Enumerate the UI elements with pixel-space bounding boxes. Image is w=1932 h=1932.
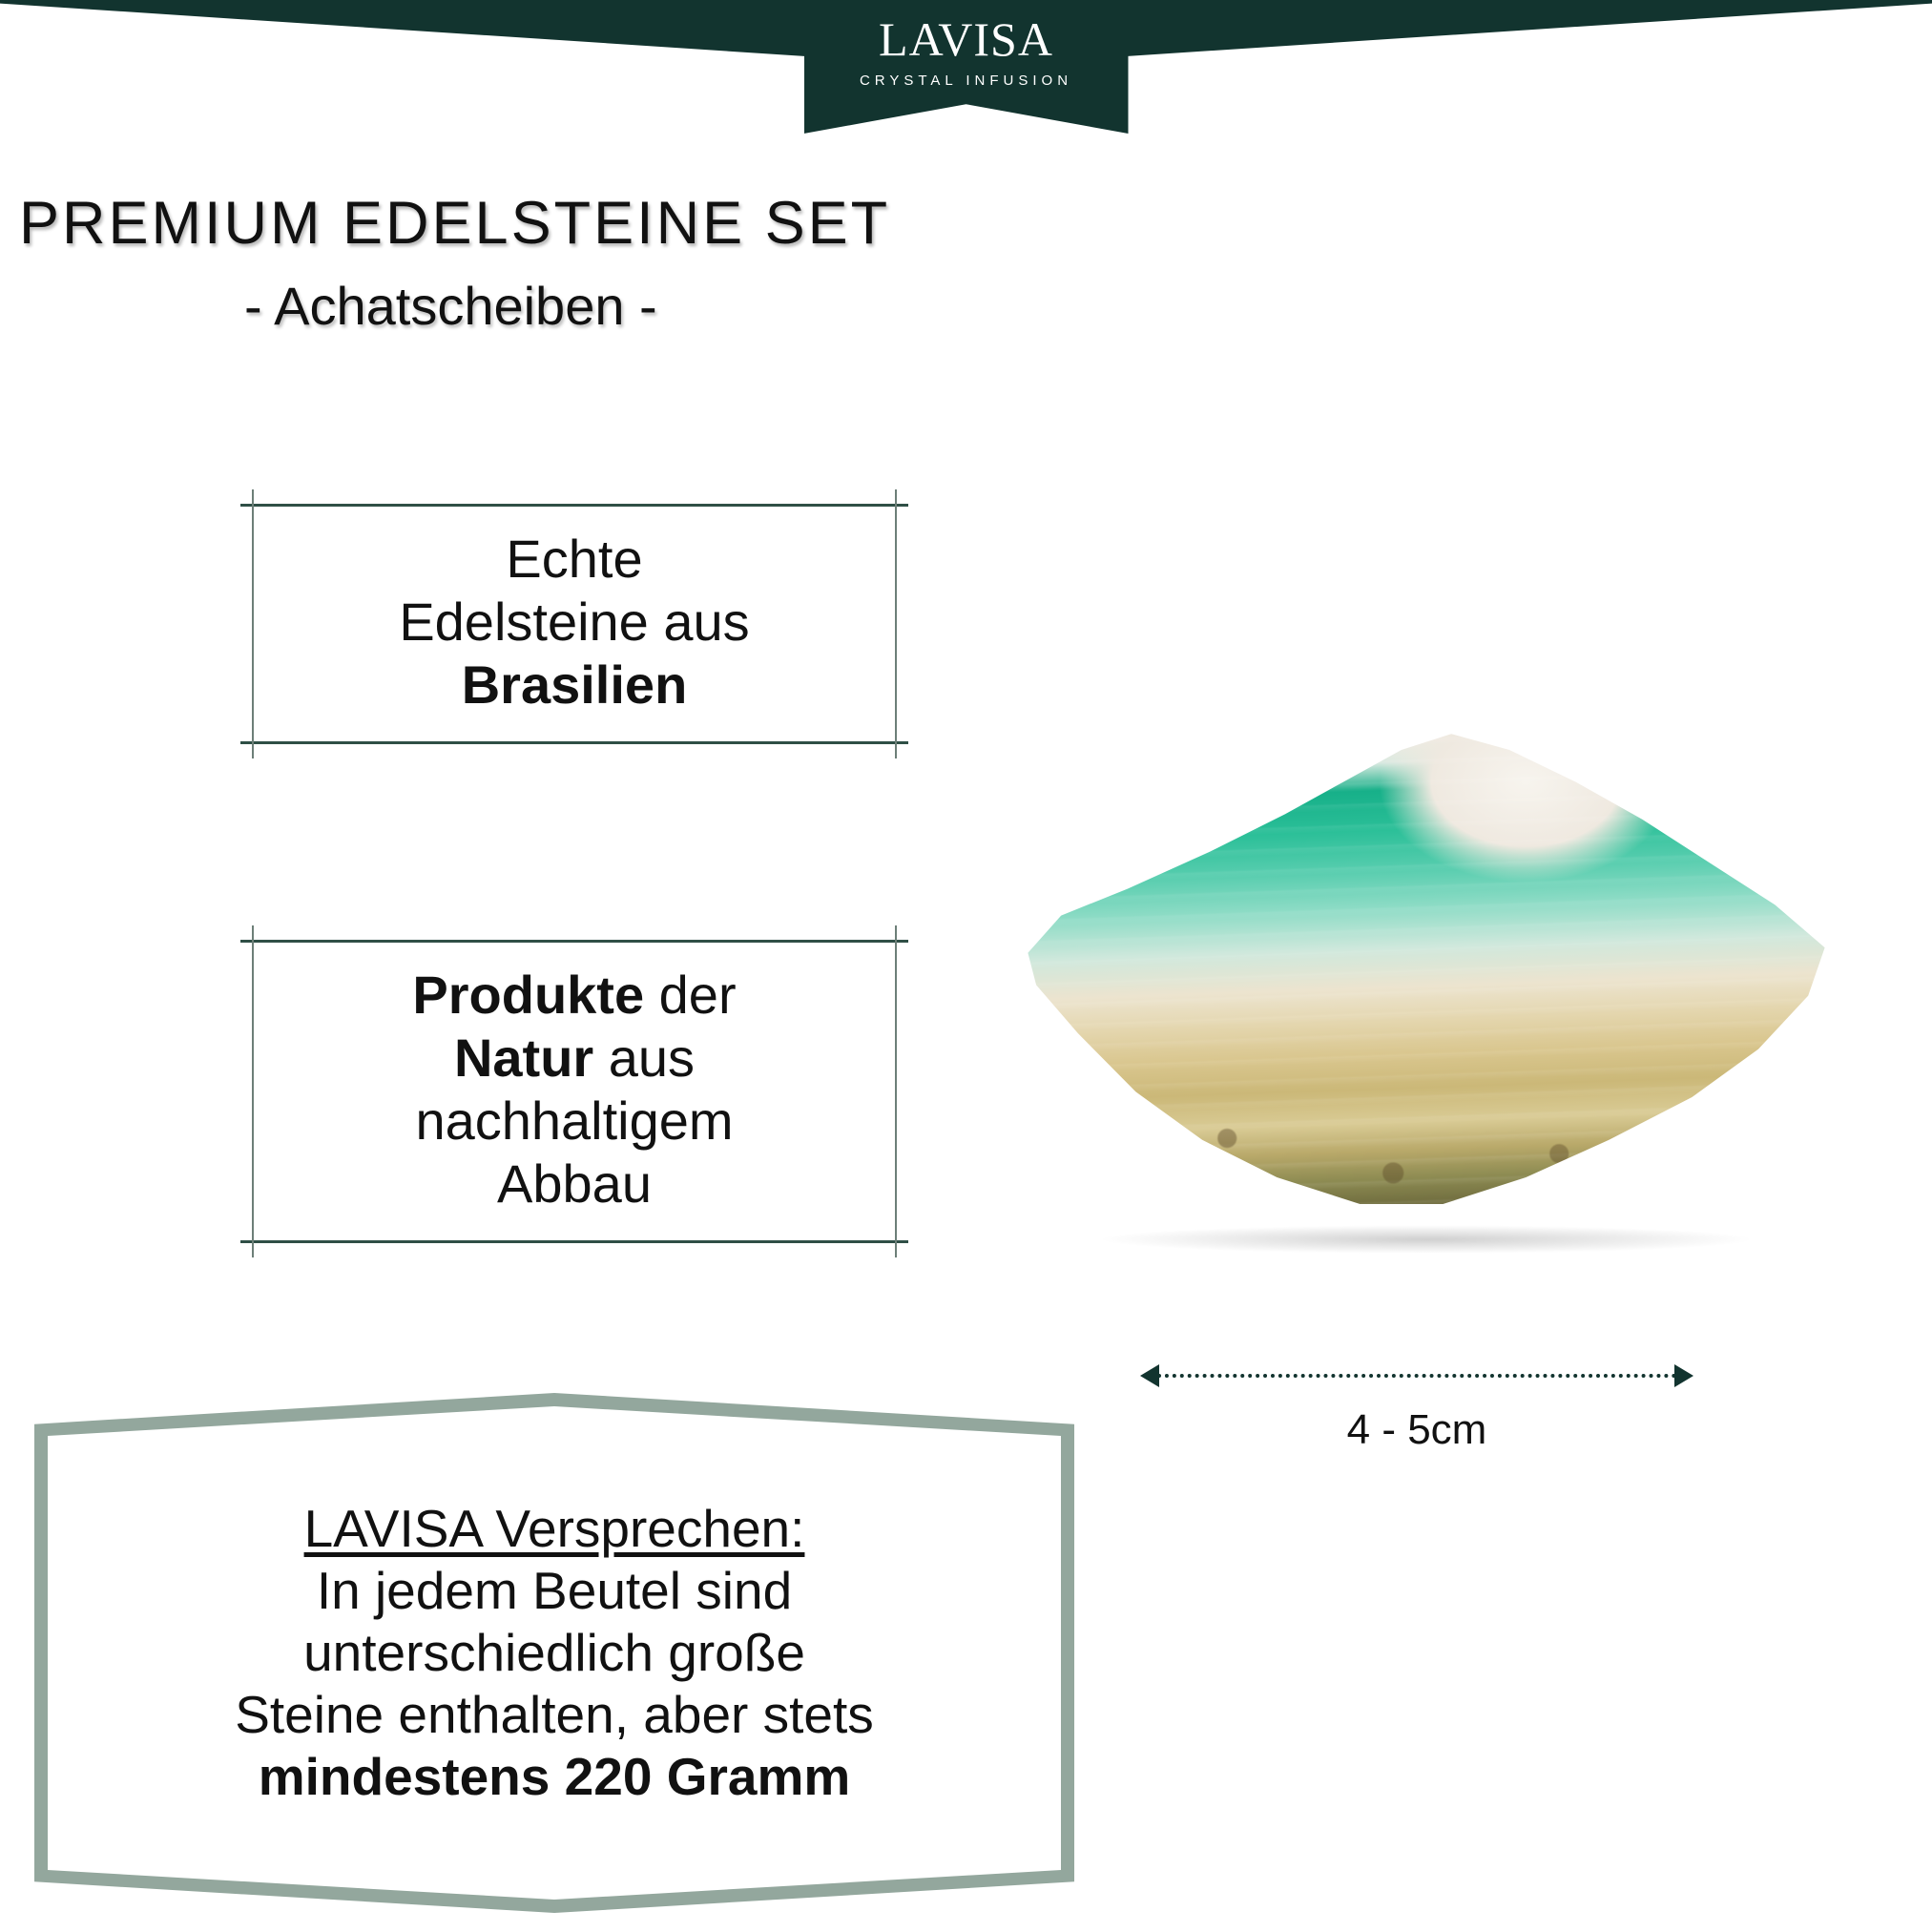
feature-sust-line1-bold: Produkte [412,965,645,1025]
promise-badge [34,1393,1074,1913]
dimension-line [1140,1364,1693,1387]
arrow-right-icon [1674,1364,1693,1387]
promise-title: LAVISA Versprechen: [303,1499,805,1559]
dimension-label: 4 - 5cm [1346,1406,1487,1453]
dotted-line [1157,1374,1676,1378]
feature-origin-text [240,507,908,741]
feature-sustainability-text [240,943,908,1240]
promise-line1: In jedem Beutel sind [316,1561,793,1621]
feature-origin-line3: Brasilien [461,654,688,716]
promise-line3: Steine enthalten, aber stets [235,1684,874,1744]
promise-text [34,1393,1074,1913]
feature-sust-line2-rest: aus [593,1028,696,1089]
feature-sust-line4: Abbau [497,1153,652,1215]
feature-box-sustainability [240,940,908,1243]
agate-slice-icon [1011,696,1841,1231]
product-image [1011,668,1841,1259]
promise-line2: unterschiedlich große [303,1623,805,1683]
brand-tagline: CRYSTAL INFUSION [859,73,1073,89]
dimension-indicator [1140,1364,1693,1454]
feature-sust-line1-rest: der [644,965,737,1025]
brand-logo [859,12,1073,89]
brand-name: LAVISA [879,12,1053,66]
agate-rim-detail [1011,1038,1841,1231]
feature-box-origin [240,504,908,744]
feature-origin-line2: Edelsteine aus [399,592,750,653]
header-wing-left [0,0,821,57]
feature-origin-line1: Echte [506,529,643,589]
product-shadow [1097,1225,1755,1254]
arrow-left-icon [1140,1364,1159,1387]
feature-sust-line2-bold: Natur [453,1028,594,1089]
page-subtitle: - Achatscheiben - [244,276,657,336]
page-title: PREMIUM EDELSTEINE SET [19,190,891,257]
promise-line4: mindestens 220 Gramm [258,1746,851,1806]
header-wing-right [1111,0,1932,57]
feature-sust-line3: nachhaltigem [415,1091,734,1152]
